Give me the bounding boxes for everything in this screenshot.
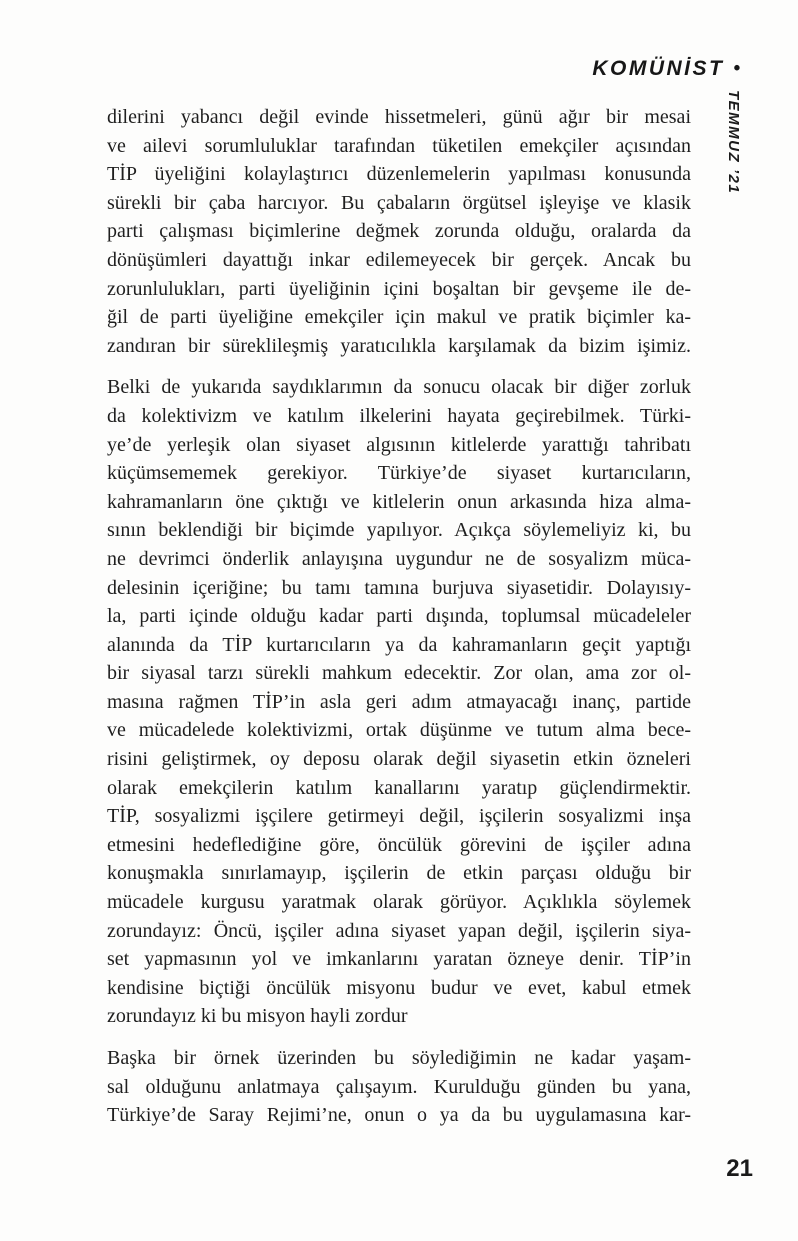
- paragraph: [107, 103, 691, 360]
- text-line: ğil de parti üyeliğine emekçiler için makul ve pratik biçimler ka-: [107, 306, 691, 329]
- text-line: küçümsememek gerekiyor. Türkiye’de siyaset kurtarıcıların,: [107, 462, 691, 485]
- text-line: kahramanların öne çıktığı ve kitlelerin onun arkasında hiza alma-: [107, 490, 691, 513]
- text-line: etmesini hedeflediğine göre, öncülük görevini de işçiler adına: [107, 833, 691, 856]
- text-line: TİP üyeliğini kolaylaştırıcı düzenlemelerin yapılması konusunda: [107, 163, 691, 186]
- text-line: zorundayız ki bu misyon hayli zordur: [107, 1005, 408, 1028]
- text-line: sürekli bir çaba harcıyor. Bu çabaların örgütsel işleyişe ve klasik: [107, 191, 691, 214]
- text-line: delesinin içeriğine; bu tamı tamına burjuva siyasetidir. Dolayısıy-: [107, 576, 691, 599]
- text-line: da kolektivizm ve katılım ilkelerini hayata geçirebilmek. Türki-: [107, 404, 691, 427]
- text-line: ve ailevi sorumluluklar tarafından tüketilen emekçiler açısından: [107, 134, 691, 157]
- text-line: sının beklendiği bir biçimde yapılıyor. Açıkça söylemeliyiz ki, bu: [107, 519, 691, 542]
- text-line: risini geliştirmek, oy deposu olarak değil siyasetin etkin özneleri: [107, 748, 691, 771]
- page-header: [592, 57, 740, 81]
- text-line: konuşmakla sınırlamayıp, işçilerin de etkin parçası olduğu bir: [107, 862, 691, 885]
- article-body: [107, 103, 691, 1130]
- journal-title: KOMÜNİST: [592, 57, 725, 80]
- text-line: la, parti içinde olduğu kadar parti dışında, toplumsal mücadeleler: [107, 605, 691, 628]
- text-line: set yapmasının yol ve imkanlarını yaratan özneye denir. TİP’in: [107, 948, 691, 971]
- text-line: kendisine biçtiği öncülük misyonu budur ve evet, kabul etmek: [107, 976, 691, 999]
- text-line: TİP, sosyalizmi işçilere getirmeyi değil, işçilerin sosyalizmi inşa: [107, 805, 691, 828]
- text-line: parti çalışması biçimlerine değmek zorunda olduğu, oralarda da: [107, 220, 691, 243]
- text-line: ne devrimci önderlik anlayışına uygundur ne de sosyalizm müca-: [107, 547, 691, 570]
- text-line: dilerini yabancı değil evinde hissetmeleri, günü ağır bir mesai: [107, 106, 691, 128]
- text-line: Belki de yukarıda saydıklarımın da sonucu olacak bir diğer zorluk: [107, 376, 691, 399]
- text-line: zorundayız: Öncü, işçiler adına siyaset yapan değil, işçilerin siya-: [107, 919, 691, 942]
- page-number: 21: [726, 1155, 753, 1182]
- text-line: olarak emekçilerin katılım kanallarını yaratıp güçlendirmektir.: [107, 776, 691, 799]
- text-line: mücadele kurgusu yaratmak olarak görüyor. Açıklıkla söylemek: [107, 891, 691, 914]
- text-line: dönüşümleri dayattığı inkar edilemeyecek bir gerçek. Ancak bu: [107, 248, 691, 271]
- text-line: Başka bir örnek üzerinden bu söylediğimin ne kadar yaşam-: [107, 1047, 691, 1069]
- text-line: alanında da TİP kurtarıcıların ya da kahramanların geçit yaptığı: [107, 633, 691, 656]
- text-line: sal olduğunu anlatmaya çalışayım. Kurulduğu günden bu yana,: [107, 1075, 691, 1098]
- paragraph: [107, 1044, 691, 1130]
- issue-label: TEMMUZ ’21: [725, 90, 742, 195]
- text-line: ve mücadelede kolektivizmi, ortak düşünme ve tutum alma bece-: [107, 719, 691, 742]
- text-line: bir siyasal tarzı sürekli mahkum edecektir. Zor olan, ama zor ol-: [107, 662, 691, 685]
- text-line: zorunlulukları, parti üyeliğinin içini boşaltan bir gevşeme ile de-: [107, 277, 691, 300]
- paragraph: [107, 373, 691, 1031]
- text-line: Türkiye’de Saray Rejimi’ne, onun o ya da bu uygulamasına kar-: [107, 1104, 691, 1127]
- text-line: ye’de yerleşik olan siyaset algısının kitlelerde yarattığı tahribatı: [107, 433, 691, 456]
- bullet-separator: •: [733, 58, 740, 79]
- text-line: masına rağmen TİP’in asla geri adım atmayacağı inanç, partide: [107, 690, 691, 713]
- text-line: zandıran bir süreklileşmiş yaratıcılıkla karşılamak da bizim işimiz.: [107, 334, 691, 357]
